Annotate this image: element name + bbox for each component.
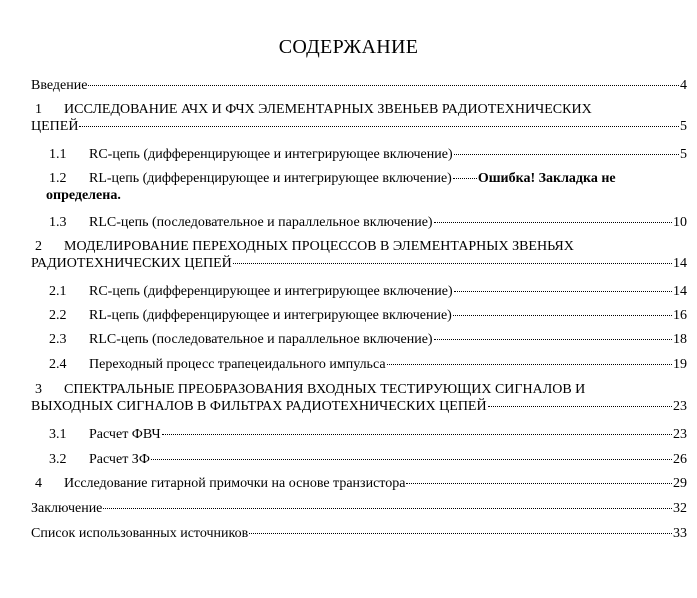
toc-entry-2-4[interactable] <box>31 356 687 373</box>
toc-page-number: 19 <box>673 357 687 372</box>
toc-entry-label: RLC-цепь (последовательное и параллельное включение) <box>89 215 433 230</box>
toc-entry-number: 3.2 <box>49 452 67 467</box>
toc-leader-dots <box>151 459 672 460</box>
toc-page-number: 26 <box>673 452 687 467</box>
toc-entry-1-2[interactable] <box>31 170 691 204</box>
toc-page-number: 14 <box>673 284 687 299</box>
toc-entry-label: СПЕКТРАЛЬНЫЕ ПРЕОБРАЗОВАНИЯ ВХОДНЫХ ТЕСТИРУЮЩИХ СИГНАЛОВ И <box>64 382 586 397</box>
toc-entry-chapter-4[interactable] <box>31 475 687 492</box>
toc-leader-dots <box>233 263 672 264</box>
toc-leader-dots <box>88 85 679 86</box>
toc-entry-1-3[interactable] <box>31 214 687 231</box>
toc-entry-3-1[interactable] <box>31 426 687 443</box>
toc-entry-label: Переходный процесс трапецеидального импульса <box>89 357 386 372</box>
toc-page-number: 5 <box>680 147 687 162</box>
toc-entry-number: 4 <box>35 476 42 491</box>
bookmark-error-text: Ошибка! Закладка не <box>477 171 616 186</box>
toc-entry-label: Список использованных источников <box>31 526 249 541</box>
toc-entry-3-2[interactable] <box>31 451 687 468</box>
toc-entry-label: RL-цепь (дифференцирующее и интегрирующее включение) <box>89 308 452 323</box>
toc-entry-number: 3.1 <box>49 427 67 442</box>
toc-leader-dots <box>249 533 672 534</box>
toc-leader-dots <box>79 126 679 127</box>
toc-entry-label: RC-цепь (дифференцирующее и интегрирующее включение) <box>89 147 453 162</box>
toc-entry-conclusion[interactable] <box>31 500 687 517</box>
toc-page-number: 23 <box>673 427 687 442</box>
toc-title: СОДЕРЖАНИЕ <box>278 36 419 58</box>
toc-leader-dots <box>453 315 672 316</box>
toc-leader-dots <box>406 483 672 484</box>
toc-entry-label-continued: РАДИОТЕХНИЧЕСКИХ ЦЕПЕЙ <box>31 256 232 271</box>
toc-entry-chapter-3[interactable] <box>31 381 687 415</box>
toc-entry-number: 1.3 <box>49 215 67 230</box>
toc-leader-dots <box>453 178 477 179</box>
toc-page-number: 4 <box>680 78 687 93</box>
toc-leader-dots <box>103 508 672 509</box>
toc-entry-1-1[interactable] <box>31 146 687 163</box>
toc-entry-intro[interactable] <box>31 77 687 94</box>
toc-entry-number: 1.2 <box>49 171 67 186</box>
toc-entry-number: 2.1 <box>49 284 67 299</box>
toc-entry-label: RC-цепь (дифференцирующее и интегрирующее включение) <box>89 284 453 299</box>
toc-entry-label: МОДЕЛИРОВАНИЕ ПЕРЕХОДНЫХ ПРОЦЕССОВ В ЭЛЕМЕНТАРНЫХ ЗВЕНЬЯХ <box>64 239 574 254</box>
toc-leader-dots <box>162 434 672 435</box>
toc-entry-label: Расчет ЗФ <box>89 452 150 467</box>
toc-leader-dots <box>454 154 679 155</box>
toc-leader-dots <box>387 364 672 365</box>
toc-page-number: 18 <box>673 332 687 347</box>
toc-page-number: 14 <box>673 256 687 271</box>
toc-entry-label: Исследование гитарной примочки на основе транзистора <box>64 476 406 491</box>
toc-entry-2-2[interactable] <box>31 307 687 324</box>
toc-page-number: 16 <box>673 308 687 323</box>
toc-entry-chapter-1[interactable] <box>31 101 687 135</box>
toc-entry-label-continued: ВЫХОДНЫХ СИГНАЛОВ В ФИЛЬТРАХ РАДИОТЕХНИЧЕСКИХ ЦЕПЕЙ <box>31 399 487 414</box>
toc-entry-chapter-2[interactable] <box>31 238 687 272</box>
toc-leader-dots <box>454 291 672 292</box>
toc-page-number: 29 <box>673 476 687 491</box>
toc-page-number: 10 <box>673 215 687 230</box>
toc-entry-number: 2.4 <box>49 357 67 372</box>
toc-entry-number: 1.1 <box>49 147 67 162</box>
toc-entry-label: Расчет ФВЧ <box>89 427 161 442</box>
bookmark-error-text-continued: определена. <box>46 188 121 203</box>
toc-leader-dots <box>434 222 672 223</box>
toc-leader-dots <box>434 339 672 340</box>
toc-entry-2-1[interactable] <box>31 283 687 300</box>
toc-entry-number: 1 <box>35 102 42 117</box>
toc-page-number: 33 <box>673 526 687 541</box>
toc-page-number: 32 <box>673 501 687 516</box>
toc-entry-references[interactable] <box>31 525 687 542</box>
toc-entry-number: 2 <box>35 239 42 254</box>
toc-entry-number: 2.3 <box>49 332 67 347</box>
toc-entry-number: 3 <box>35 382 42 397</box>
toc-leader-dots <box>488 406 672 407</box>
toc-entry-2-3[interactable] <box>31 331 687 348</box>
toc-entry-label: ИССЛЕДОВАНИЕ АЧХ И ФЧХ ЭЛЕМЕНТАРНЫХ ЗВЕНЬЕВ РАДИОТЕХНИЧЕСКИХ <box>64 102 592 117</box>
toc-entry-label: RLC-цепь (последовательное и параллельное включение) <box>89 332 433 347</box>
toc-entry-label: Введение <box>31 78 88 93</box>
toc-entry-number: 2.2 <box>49 308 67 323</box>
toc-page-number: 23 <box>673 399 687 414</box>
toc-entry-label-continued: ЦЕПЕЙ <box>31 119 79 134</box>
toc-entry-label: RL-цепь (дифференцирующее и интегрирующее включение) <box>89 171 452 186</box>
toc-page-number: 5 <box>680 119 687 134</box>
toc-entry-label: Заключение <box>31 501 103 516</box>
